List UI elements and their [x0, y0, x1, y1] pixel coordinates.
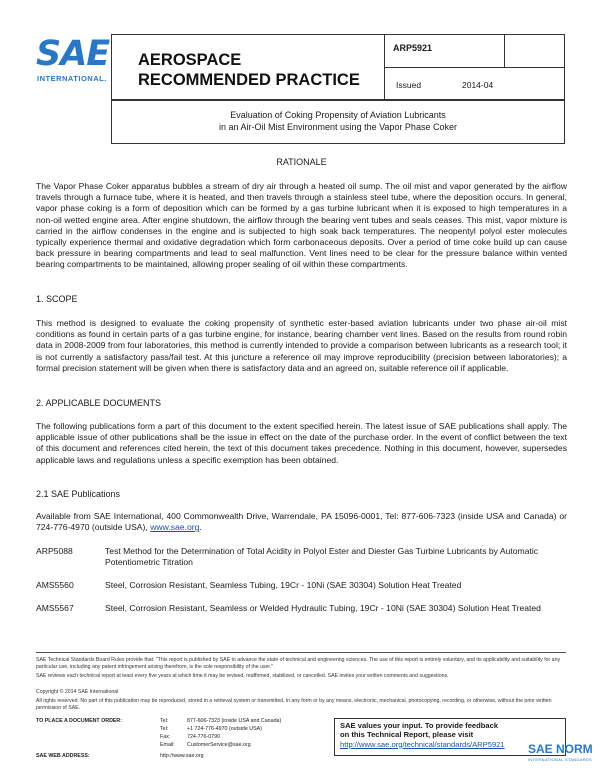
document-type-title	[138, 50, 360, 90]
availability-end: .	[199, 522, 202, 533]
footer-legal-text: All rights reserved. No part of this publication may be reproduced, stored in a retrieval system or transmitted, in any form or by any means, electronic, mechanical, photocopying, recording, or otherwise, without the prior written permission of SAE.	[36, 698, 552, 711]
fax-value: 724-776-0790	[187, 734, 220, 740]
reference-title: Steel, Corrosion Resistant, Seamless Tubing, 19Cr - 10Ni (SAE 30304) Solution Heat Treated	[105, 580, 462, 590]
issued-label: Issued	[396, 80, 422, 90]
header-divider	[384, 67, 565, 68]
availability-text: Available from SAE International, 400 Commonwealth Drive, Warrendale, PA 15096-0001, Tel: 877-606-7323 (inside USA and Canada) or 724-776-4970 (outside USA),	[36, 511, 567, 533]
feedback-line: on this Technical Report, please visit	[340, 730, 474, 740]
scope-heading: 1. SCOPE	[36, 294, 78, 304]
order-label: TO PLACE A DOCUMENT ORDER:	[36, 718, 123, 724]
email-value[interactable]: CustomerService@sae.org	[187, 742, 251, 748]
document-title	[111, 109, 565, 133]
rationale-paragraph: The Vapor Phase Coker apparatus bubbles a stream of dry air through a heated oil sump. The oil mist and vapor generated by the airflow travels through a furnace tube, where it is heated, and then travels through a stainless steel tube, where the deposition occurs. In general, vapor phase coking is a form of deposition which can be formed by a gas turbine lubricant when it is exposed to high temperatures in a non-oil wetted engine area. After engine shutdown, the airflow through the bearing vent tubes and seals ceases. This mist, vapor mixture is carried in the airflow condenses in the engine and is subjected to high soak back temperatures. The neopentyl polyol ester molecules typically experience thermal and oxidative degradation which form carbonaceous deposits. Over a period of time coke build up can cause back pressure in bearing compartments and lead to seal malfunction. Vent lines need to be clear for the pressure balance within vented bearing compartments to be maintained, allowing proper sealing of oil within these compartments.	[36, 181, 567, 270]
sae-publications-heading: 2.1 SAE Publications	[36, 489, 121, 499]
sae-website-link[interactable]: www.sae.org	[150, 522, 200, 533]
feedback-link[interactable]: http://www.sae.org/technical/standards/ARP5921	[340, 739, 505, 749]
header-divider	[504, 34, 505, 67]
document-title-line: Evaluation of Coking Propensity of Aviation Lubricants	[230, 110, 446, 120]
reference-code: ARP5088	[36, 546, 73, 556]
feedback-line: SAE values your input. To provide feedback	[340, 721, 499, 730]
document-title-line: in an Air-Oil Mist Environment using the Vapor Phase Coker	[219, 122, 457, 132]
tel-label: Tel:	[160, 726, 169, 732]
footer-legal-text: SAE reviews each technical report at least every five years at which time it may be revised, reaffirmed, stabilized, or cancelled. SAE invites your written comments and suggestions.	[36, 673, 449, 679]
footer-divider	[36, 652, 566, 653]
footer-copyright: Copyright © 2014 SAE International	[36, 689, 119, 695]
web-address-link[interactable]: http://www.sae.org	[160, 753, 204, 759]
document-id: ARP5921	[393, 43, 433, 53]
scope-paragraph: This method is designed to evaluate the coking propensity of synthetic ester-based aviation lubricants under two phase air-oil mist conditions as found in certain parts of a gas turbine engine, for instance, bearing chamber vent lines. Based on the results from round robin data in 2008-2009 from four laboratories, this method is currently intended to provide a comparison between lubricants as a research tool; it is not currently a satisfactory pass/fail test. At this juncture a reference oil may improve reproducibility (precision between laboratories); a formal precision statement will be given when there is satisfactory data and an agreed on, suitable reference oil if applicable.	[36, 318, 567, 373]
applicable-documents-paragraph: The following publications form a part of this document to the extent specified herein. The latest issue of SAE publications shall apply. The applicable issue of other publications shall be the issue in effect on the date of the purchase order. In the event of conflict between the text of this document and references cited herein, the text of this document takes precedence. Nothing in this document, however, supersedes applicable laws and regulations unless a specific exemption has been obtained.	[36, 421, 567, 465]
reference-code: AMS5567	[36, 603, 74, 613]
fax-label: Fax:	[160, 734, 171, 740]
reference-title: Steel, Corrosion Resistant, Seamless or Welded Hydraulic Tubing, 19Cr - 10Ni (SAE 30304) Solution Heat Treated	[105, 603, 541, 613]
applicable-documents-heading: 2. APPLICABLE DOCUMENTS	[36, 398, 162, 408]
watermark-subtext: INTERNATIONAL STANDARDS	[528, 757, 592, 762]
title-line: RECOMMENDED PRACTICE	[138, 71, 360, 89]
reference-title: Test Method for the Determination of Total Acidity in Polyol Ester and Diester Gas Turbine Lubricants by Automatic Potentiometric Titration	[105, 546, 539, 568]
tel-label: Tel:	[160, 718, 169, 724]
title-line: AEROSPACE	[138, 51, 242, 69]
email-label: Email:	[160, 742, 175, 748]
tel-value: +1 724-776-4970 (outside USA)	[187, 726, 262, 732]
rationale-heading: RATIONALE	[276, 157, 327, 167]
reference-code: AMS5560	[36, 580, 74, 590]
sae-logo: SAE	[36, 34, 110, 74]
sae-availability-paragraph	[36, 511, 567, 533]
sae-logo-subtext: INTERNATIONAL.	[37, 74, 107, 83]
tel-value: 877-606-7323 (inside USA and Canada)	[187, 718, 282, 724]
watermark-logo: SAE NORM	[528, 742, 593, 756]
web-address-label: SAE WEB ADDRESS:	[36, 753, 90, 759]
footer-legal-text: SAE Technical Standards Board Rules provide that: "This report is published by SAE to advance the state of technical and engineering sciences. The use of this report is entirely voluntary, and its applicability and suitability for any particular use, including any patent infringement arising therefrom, is the sole responsibility of the user."	[36, 657, 561, 670]
issued-date: 2014-04	[462, 80, 494, 90]
